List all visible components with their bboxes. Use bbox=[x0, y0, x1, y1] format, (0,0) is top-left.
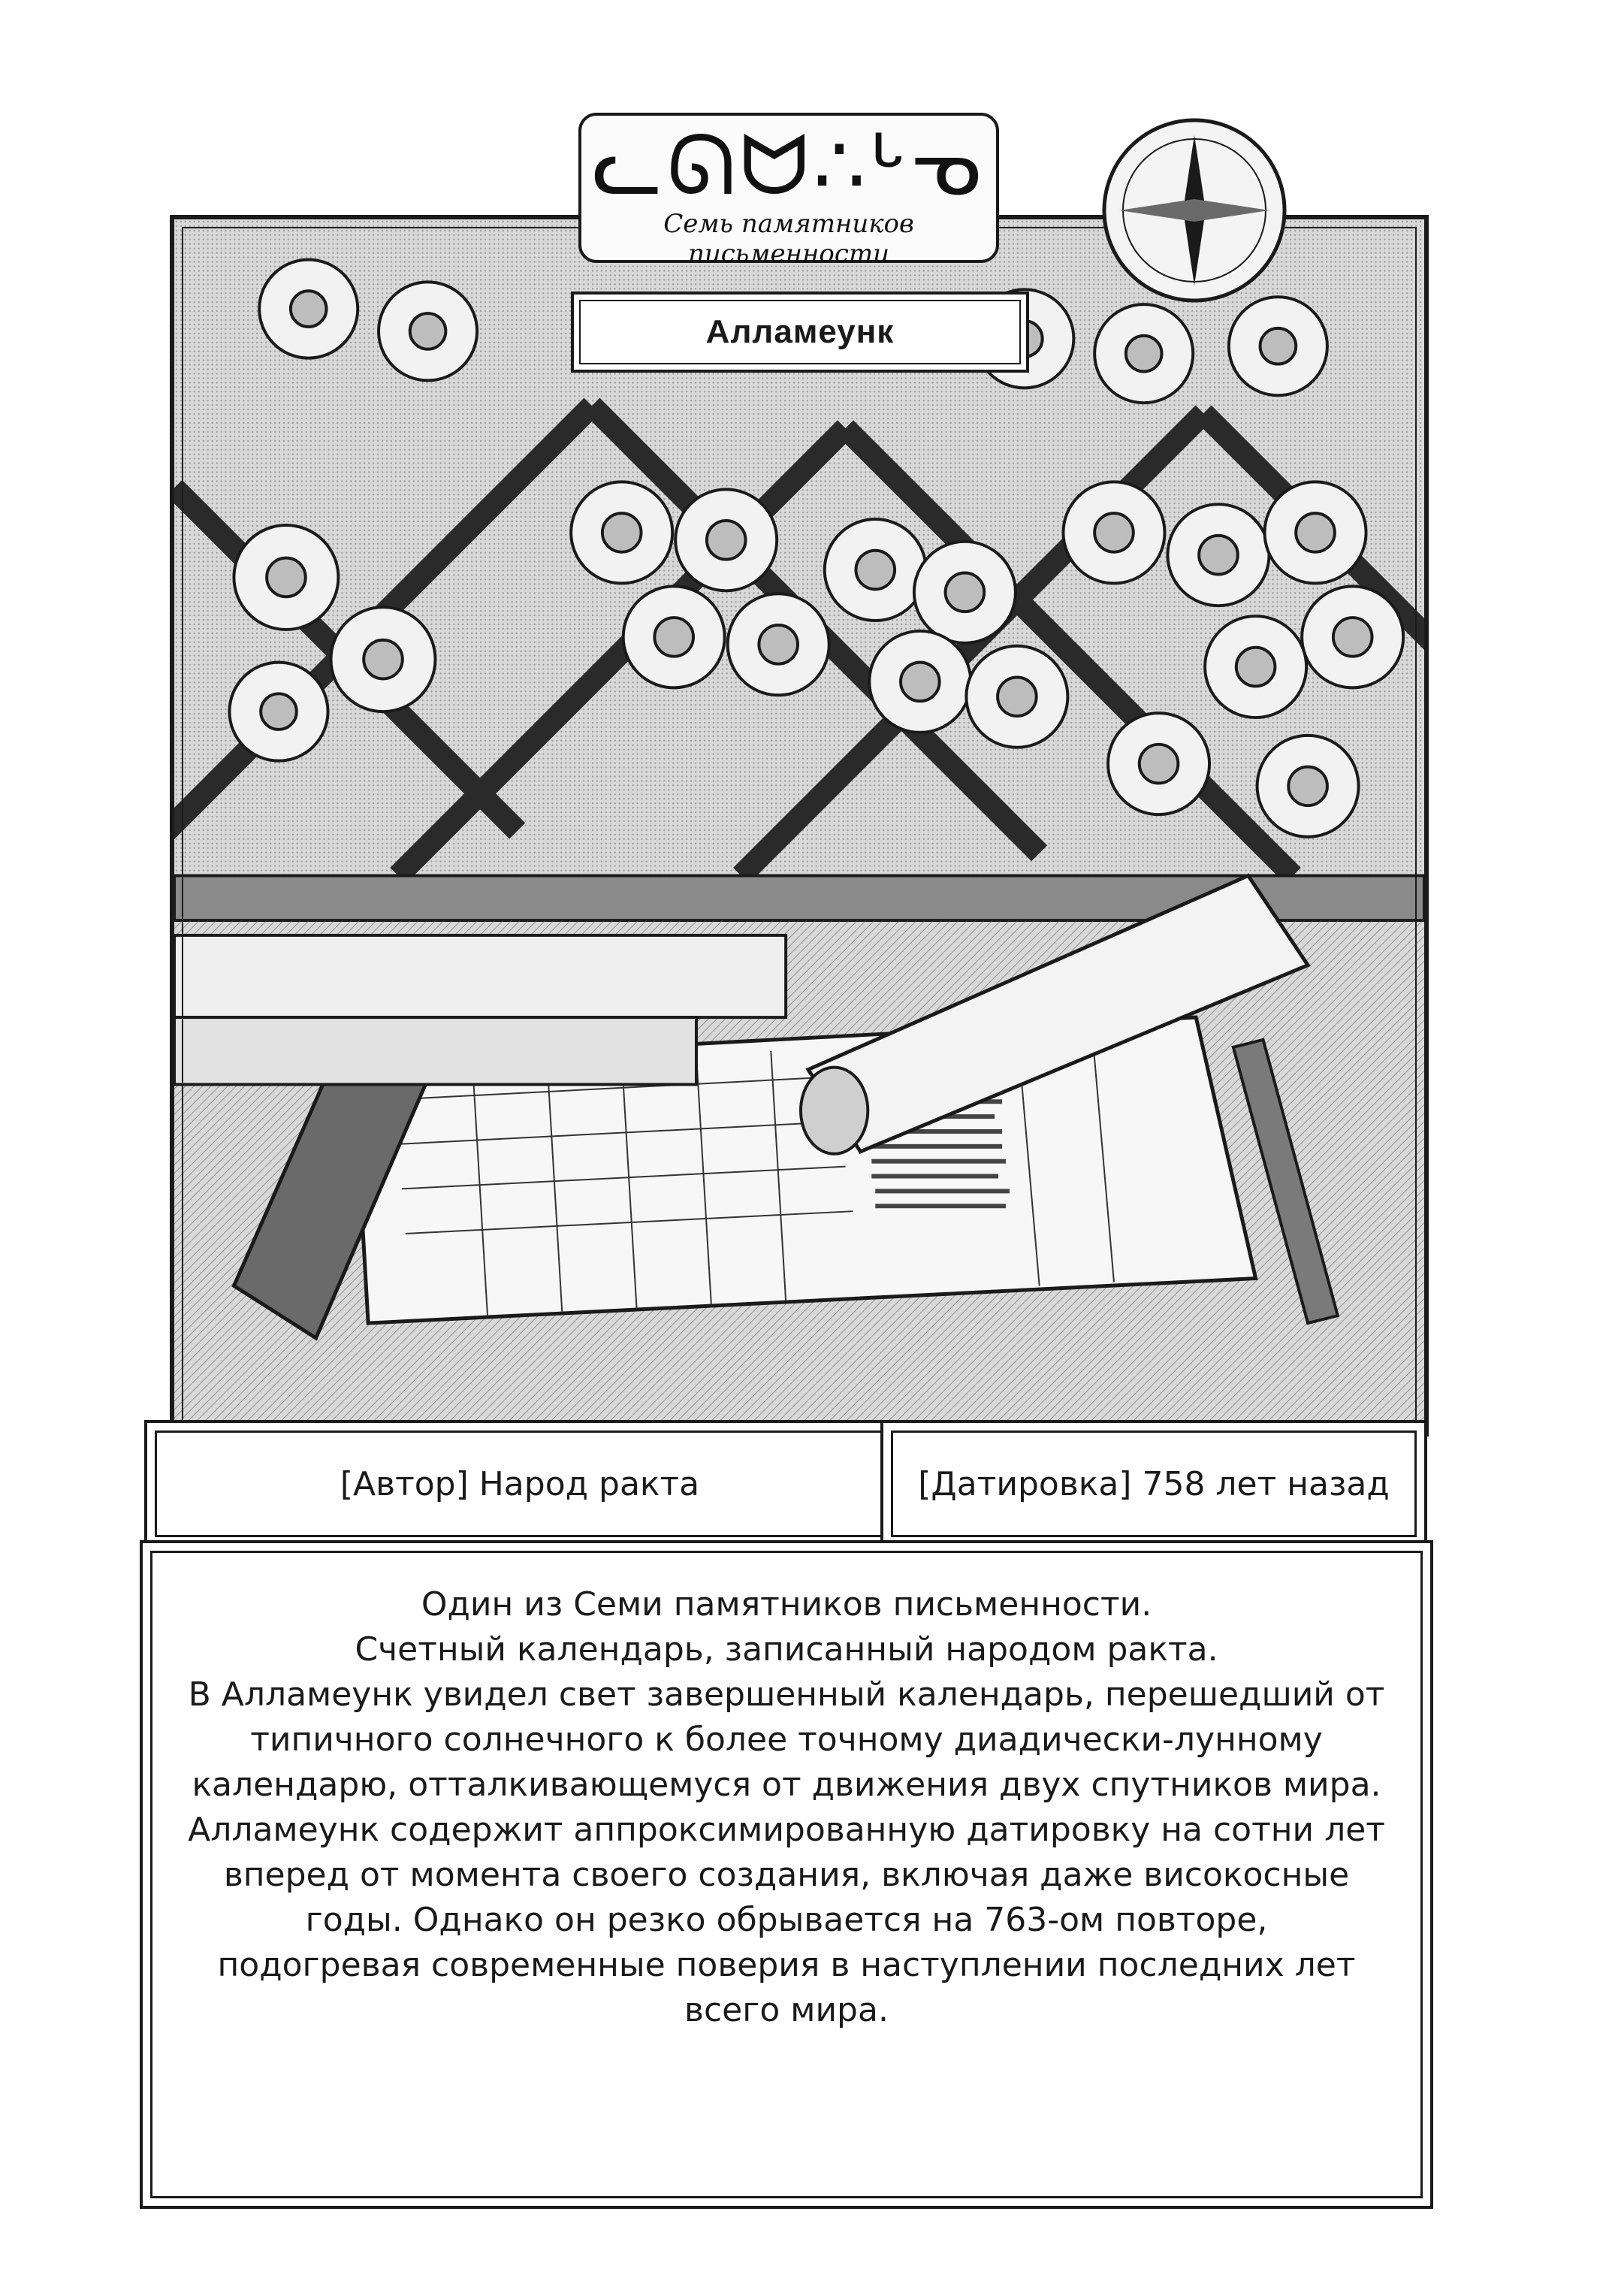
title-plaque bbox=[571, 292, 1029, 373]
description-line: годы. Однако он резко обрывается на 763-ом повторе, bbox=[305, 1901, 1268, 1939]
description-box bbox=[140, 1540, 1433, 2209]
description-line: всего мира. bbox=[684, 1991, 889, 2029]
description-text bbox=[173, 1582, 1400, 2033]
description-line: Один из Семи памятников письменности. bbox=[421, 1585, 1152, 1624]
description-line: типичного солнечного к более точному диадически-лунному bbox=[250, 1720, 1323, 1759]
description-line: подогревая современные поверия в наступлении последних лет bbox=[217, 1946, 1356, 1984]
dating-box bbox=[880, 1420, 1427, 1548]
illustration-panel bbox=[170, 215, 1429, 1437]
description-line: Алламеунк содержит аппроксимированную датировку на сотни лет bbox=[188, 1811, 1385, 1849]
author-box bbox=[144, 1420, 895, 1548]
dating-text: [Датировка] 758 лет назад bbox=[918, 1464, 1390, 1503]
compass-icon bbox=[1097, 113, 1292, 308]
page-title: Алламеунк bbox=[705, 313, 895, 350]
back-scrolls bbox=[174, 935, 786, 1085]
description-line: календарю, отталкивающемуся от движения двух спутников мира. bbox=[192, 1766, 1381, 1804]
collection-banner bbox=[578, 113, 999, 269]
scroll-shelf-illustration bbox=[174, 219, 1424, 1432]
banner-subtitle: Семь памятников письменности bbox=[663, 209, 914, 269]
description-line: В Алламеунк увидел свет завершенный календарь, перешедший от bbox=[188, 1675, 1385, 1714]
description-line: Счетный календарь, записанный народом ракта. bbox=[355, 1630, 1218, 1669]
description-line: вперед от момента своего создания, включая даже високосные bbox=[223, 1856, 1350, 1894]
banner-logo: ᓚᘏᗢ∴ᒡᓀ bbox=[592, 117, 986, 213]
author-text: [Автор] Народ ракта bbox=[340, 1464, 700, 1503]
